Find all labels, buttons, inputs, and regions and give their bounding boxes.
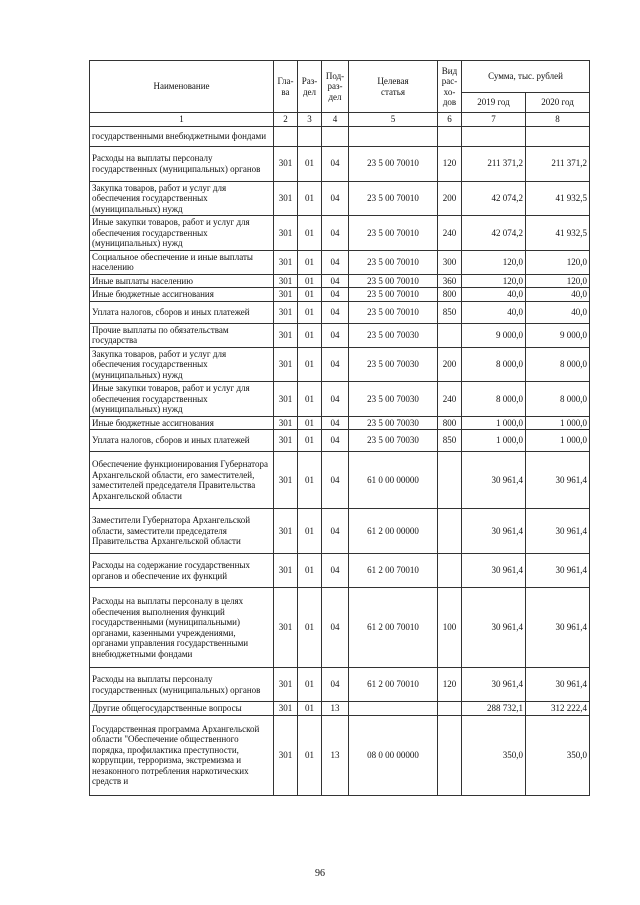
row-sum-2020-cell: 30 961,4: [526, 509, 590, 554]
row-name-cell: Иные закупки товаров, работ и услуг для обеспечения государственных (муниципальных) нужд: [90, 382, 274, 417]
row-name-cell: Уплата налогов, сборов и иных платежей: [90, 301, 274, 323]
row-podrazdel-cell: 04: [322, 347, 349, 382]
row-sum-2019-cell: 30 961,4: [462, 509, 526, 554]
row-sum-2020-cell: 30 961,4: [526, 668, 590, 702]
table-row: [90, 416, 590, 430]
row-vid-cell: [438, 509, 462, 554]
row-podrazdel-cell: 04: [322, 274, 349, 288]
row-vid-cell: 240: [438, 382, 462, 417]
row-target-cell: [349, 702, 438, 716]
row-target-cell: 23 5 00 70010: [349, 250, 438, 274]
header-sum: Сумма, тыс. рублей: [462, 61, 590, 93]
row-name-cell: Иные закупки товаров, работ и услуг для обеспечения государственных (муниципальных) нужд: [90, 216, 274, 251]
table-row: [90, 126, 590, 146]
row-glava-cell: 301: [274, 347, 298, 382]
row-sum-2020-cell: 40,0: [526, 301, 590, 323]
row-sum-2020-cell: 120,0: [526, 274, 590, 288]
table-row: [90, 288, 590, 302]
row-podrazdel-cell: 04: [322, 146, 349, 181]
row-podrazdel-cell: 04: [322, 288, 349, 302]
table-row: [90, 509, 590, 554]
row-vid-cell: 800: [438, 416, 462, 430]
row-sum-2019-cell: 42 074,2: [462, 216, 526, 251]
row-sum-2019-cell: 8 000,0: [462, 347, 526, 382]
header-name: Наименование: [90, 61, 274, 113]
row-sum-2019-cell: 30 961,4: [462, 668, 526, 702]
table-row: [90, 715, 590, 795]
header-razdel: Раз- дел: [298, 61, 322, 113]
row-name-cell: Уплата налогов, сборов и иных платежей: [90, 430, 274, 452]
row-name-cell: Обеспечение функционирования Губернатора Архангельской области, его заместителей, заместителей председателя Правительства Архангельской области: [90, 452, 274, 509]
table-row: [90, 146, 590, 181]
header-podrazdel: Под- раз- дел: [322, 61, 349, 113]
row-name-cell: Заместители Губернатора Архангельской области, заместители председателя Правительства Архангельской области: [90, 509, 274, 554]
row-glava-cell: 301: [274, 382, 298, 417]
row-target-cell: 08 0 00 00000: [349, 715, 438, 795]
row-vid-cell: 200: [438, 181, 462, 216]
row-razdel-cell: 01: [298, 288, 322, 302]
row-name-cell: Иные выплаты населению: [90, 274, 274, 288]
row-podrazdel-cell: 04: [322, 181, 349, 216]
column-number: 2: [274, 113, 298, 127]
row-glava-cell: 301: [274, 250, 298, 274]
row-target-cell: 23 5 00 70030: [349, 430, 438, 452]
row-glava-cell: 301: [274, 430, 298, 452]
table-header-row: [90, 61, 590, 93]
row-razdel-cell: 01: [298, 347, 322, 382]
row-sum-2020-cell: 41 932,5: [526, 181, 590, 216]
row-sum-2020-cell: 30 961,4: [526, 588, 590, 668]
row-sum-2019-cell: 9 000,0: [462, 323, 526, 347]
row-target-cell: 61 0 00 00000: [349, 452, 438, 509]
table-row: [90, 301, 590, 323]
row-glava-cell: 301: [274, 416, 298, 430]
row-sum-2020-cell: 8 000,0: [526, 382, 590, 417]
table-row: [90, 216, 590, 251]
row-vid-cell: 200: [438, 347, 462, 382]
column-number-row: [90, 113, 590, 127]
header-year-2020: 2020 год: [526, 93, 590, 113]
row-glava-cell: 301: [274, 588, 298, 668]
row-target-cell: 23 5 00 70010: [349, 301, 438, 323]
row-razdel-cell: 01: [298, 715, 322, 795]
table-row: [90, 250, 590, 274]
header-target: Целевая статья: [349, 61, 438, 113]
row-podrazdel-cell: 04: [322, 452, 349, 509]
row-sum-2019-cell: 8 000,0: [462, 382, 526, 417]
row-sum-2019-cell: 30 961,4: [462, 452, 526, 509]
row-sum-2020-cell: 40,0: [526, 288, 590, 302]
row-sum-2019-cell: 120,0: [462, 274, 526, 288]
row-podrazdel-cell: 04: [322, 301, 349, 323]
table-body: [90, 126, 590, 795]
row-target-cell: 23 5 00 70010: [349, 216, 438, 251]
row-target-cell: 23 5 00 70030: [349, 347, 438, 382]
row-sum-2019-cell: 1 000,0: [462, 430, 526, 452]
row-vid-cell: 360: [438, 274, 462, 288]
row-sum-2020-cell: [526, 126, 590, 146]
row-name-cell: Иные бюджетные ассигнования: [90, 288, 274, 302]
row-glava-cell: 301: [274, 216, 298, 251]
row-sum-2019-cell: 211 371,2: [462, 146, 526, 181]
row-sum-2020-cell: 9 000,0: [526, 323, 590, 347]
row-target-cell: 61 2 00 70010: [349, 554, 438, 588]
table-row: [90, 347, 590, 382]
row-glava-cell: 301: [274, 181, 298, 216]
row-sum-2020-cell: 30 961,4: [526, 554, 590, 588]
row-podrazdel-cell: 04: [322, 382, 349, 417]
row-target-cell: 23 5 00 70010: [349, 181, 438, 216]
row-glava-cell: 301: [274, 146, 298, 181]
row-sum-2020-cell: 350,0: [526, 715, 590, 795]
row-razdel-cell: 01: [298, 250, 322, 274]
row-vid-cell: 100: [438, 588, 462, 668]
row-glava-cell: 301: [274, 509, 298, 554]
row-target-cell: 23 5 00 70010: [349, 146, 438, 181]
row-name-cell: Другие общегосударственные вопросы: [90, 702, 274, 716]
row-razdel-cell: 01: [298, 588, 322, 668]
row-razdel-cell: 01: [298, 146, 322, 181]
row-razdel-cell: 01: [298, 323, 322, 347]
header-year-2019: 2019 год: [462, 93, 526, 113]
row-vid-cell: 850: [438, 430, 462, 452]
row-glava-cell: 301: [274, 702, 298, 716]
row-glava-cell: 301: [274, 301, 298, 323]
row-podrazdel-cell: 04: [322, 430, 349, 452]
row-sum-2020-cell: 1 000,0: [526, 416, 590, 430]
row-podrazdel-cell: [322, 126, 349, 146]
row-razdel-cell: 01: [298, 554, 322, 588]
row-name-cell: Закупка товаров, работ и услуг для обеспечения государственных (муниципальных) нужд: [90, 347, 274, 382]
row-glava-cell: 301: [274, 715, 298, 795]
row-razdel-cell: 01: [298, 668, 322, 702]
row-target-cell: 23 5 00 70010: [349, 288, 438, 302]
row-podrazdel-cell: 04: [322, 588, 349, 668]
row-podrazdel-cell: 04: [322, 509, 349, 554]
row-glava-cell: 301: [274, 274, 298, 288]
row-sum-2019-cell: [462, 126, 526, 146]
row-sum-2019-cell: 288 732,1: [462, 702, 526, 716]
row-razdel-cell: 01: [298, 430, 322, 452]
row-razdel-cell: 01: [298, 274, 322, 288]
row-razdel-cell: 01: [298, 216, 322, 251]
row-razdel-cell: [298, 126, 322, 146]
column-number: 4: [322, 113, 349, 127]
table-row: [90, 323, 590, 347]
row-razdel-cell: 01: [298, 452, 322, 509]
row-name-cell: государственными внебюджетными фондами: [90, 126, 274, 146]
row-podrazdel-cell: 04: [322, 416, 349, 430]
row-vid-cell: [438, 702, 462, 716]
row-sum-2020-cell: 211 371,2: [526, 146, 590, 181]
row-razdel-cell: 01: [298, 301, 322, 323]
row-sum-2019-cell: 40,0: [462, 288, 526, 302]
row-vid-cell: 300: [438, 250, 462, 274]
row-sum-2020-cell: 1 000,0: [526, 430, 590, 452]
header-glava: Гла- ва: [274, 61, 298, 113]
row-glava-cell: 301: [274, 323, 298, 347]
row-glava-cell: 301: [274, 668, 298, 702]
row-vid-cell: [438, 715, 462, 795]
row-target-cell: 23 5 00 70030: [349, 382, 438, 417]
row-target-cell: 61 2 00 70010: [349, 588, 438, 668]
row-sum-2019-cell: 40,0: [462, 301, 526, 323]
table-row: [90, 668, 590, 702]
row-sum-2019-cell: 1 000,0: [462, 416, 526, 430]
row-podrazdel-cell: 13: [322, 715, 349, 795]
row-sum-2020-cell: 41 932,5: [526, 216, 590, 251]
page-number: 96: [315, 868, 325, 879]
row-razdel-cell: 01: [298, 181, 322, 216]
row-name-cell: Государственная программа Архангельской области "Обеспечение общественного порядка, профилактика преступности, коррупции, терроризма, экстремизма и незаконного потребления наркотических средств и: [90, 715, 274, 795]
row-podrazdel-cell: 04: [322, 668, 349, 702]
table-row: [90, 181, 590, 216]
row-sum-2020-cell: 120,0: [526, 250, 590, 274]
row-name-cell: Социальное обеспечение и иные выплаты населению: [90, 250, 274, 274]
column-number: 8: [526, 113, 590, 127]
column-number: 5: [349, 113, 438, 127]
row-razdel-cell: 01: [298, 702, 322, 716]
row-name-cell: Расходы на выплаты персоналу государственных (муниципальных) органов: [90, 146, 274, 181]
table-row: [90, 702, 590, 716]
table-row: [90, 588, 590, 668]
row-razdel-cell: 01: [298, 416, 322, 430]
column-number: 3: [298, 113, 322, 127]
row-vid-cell: 240: [438, 216, 462, 251]
row-name-cell: Прочие выплаты по обязательствам государства: [90, 323, 274, 347]
row-sum-2020-cell: 312 222,4: [526, 702, 590, 716]
column-number: 1: [90, 113, 274, 127]
row-vid-cell: [438, 126, 462, 146]
row-razdel-cell: 01: [298, 509, 322, 554]
row-name-cell: Расходы на выплаты персоналу в целях обеспечения выполнения функций государственными (муниципальными) органами, казенными учреждениями, органами управления государственными внебюджетными фондами: [90, 588, 274, 668]
row-name-cell: Закупка товаров, работ и услуг для обеспечения государственных (муниципальных) нужд: [90, 181, 274, 216]
header-vid: Вид рас- хо- дов: [438, 61, 462, 113]
row-sum-2019-cell: 350,0: [462, 715, 526, 795]
row-vid-cell: 120: [438, 146, 462, 181]
row-podrazdel-cell: 04: [322, 250, 349, 274]
row-name-cell: Иные бюджетные ассигнования: [90, 416, 274, 430]
row-razdel-cell: 01: [298, 382, 322, 417]
row-target-cell: [349, 126, 438, 146]
row-target-cell: 23 5 00 70030: [349, 323, 438, 347]
row-target-cell: 61 2 00 70010: [349, 668, 438, 702]
row-sum-2020-cell: 8 000,0: [526, 347, 590, 382]
row-target-cell: 23 5 00 70030: [349, 416, 438, 430]
table-row: [90, 430, 590, 452]
row-podrazdel-cell: 04: [322, 323, 349, 347]
row-sum-2019-cell: 30 961,4: [462, 588, 526, 668]
row-podrazdel-cell: 04: [322, 554, 349, 588]
row-glava-cell: 301: [274, 452, 298, 509]
column-number: 6: [438, 113, 462, 127]
row-sum-2019-cell: 120,0: [462, 250, 526, 274]
row-vid-cell: 120: [438, 668, 462, 702]
row-target-cell: 61 2 00 00000: [349, 509, 438, 554]
row-name-cell: Расходы на выплаты персоналу государственных (муниципальных) органов: [90, 668, 274, 702]
row-vid-cell: 800: [438, 288, 462, 302]
table-row: [90, 554, 590, 588]
row-vid-cell: [438, 452, 462, 509]
table-row: [90, 274, 590, 288]
table-row: [90, 452, 590, 509]
budget-table: [89, 60, 590, 796]
row-podrazdel-cell: 13: [322, 702, 349, 716]
table-row: [90, 382, 590, 417]
row-glava-cell: 301: [274, 554, 298, 588]
row-vid-cell: [438, 323, 462, 347]
row-sum-2019-cell: 42 074,2: [462, 181, 526, 216]
row-glava-cell: 301: [274, 288, 298, 302]
row-podrazdel-cell: 04: [322, 216, 349, 251]
row-target-cell: 23 5 00 70010: [349, 274, 438, 288]
row-sum-2020-cell: 30 961,4: [526, 452, 590, 509]
row-vid-cell: [438, 554, 462, 588]
column-number: 7: [462, 113, 526, 127]
row-sum-2019-cell: 30 961,4: [462, 554, 526, 588]
row-name-cell: Расходы на содержание государственных органов и обеспечение их функций: [90, 554, 274, 588]
row-vid-cell: 850: [438, 301, 462, 323]
row-glava-cell: [274, 126, 298, 146]
